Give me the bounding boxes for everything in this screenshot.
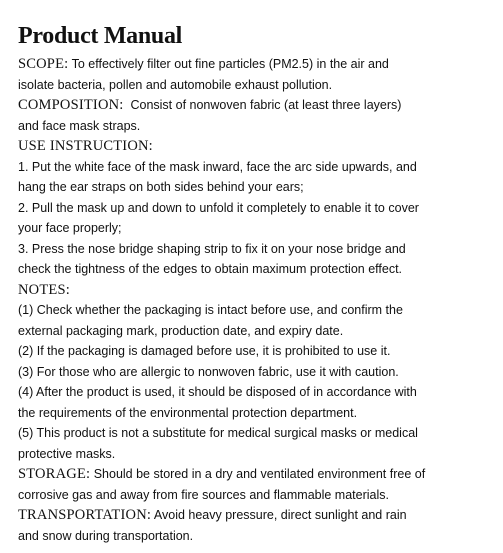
composition-section: [18, 95, 496, 136]
note-5-line-1: (5) This product is not a substitute for medical surgical masks or medical: [18, 426, 418, 440]
notes-section: [18, 280, 496, 465]
storage-section: [18, 464, 496, 505]
transportation-heading: TRANSPORTATION:: [18, 507, 152, 523]
note-1-line-1: (1) Check whether the packaging is intact before use, and confirm the: [18, 303, 403, 317]
transportation-section: [18, 505, 496, 546]
note-4-line-1: (4) After the product is used, it should be disposed of in accordance with: [18, 385, 417, 399]
composition-text-1: Consist of nonwoven fabric (at least three layers): [123, 98, 402, 112]
composition-line-1: [18, 95, 496, 116]
transportation-line-1: [18, 505, 496, 526]
document-title: Product Manual: [18, 23, 183, 49]
instruction-step-3-line-2: check the tightness of the edges to obtain maximum protection effect.: [18, 262, 403, 276]
instruction-step-3-line-1: 3. Press the nose bridge shaping strip to fix it on your nose bridge and: [18, 241, 406, 256]
instruction-step-2-line-1: 2. Pull the mask up and down to unfold it completely to enable it to cover: [18, 200, 419, 215]
storage-line-1: [18, 464, 496, 485]
note-1-line-2: external packaging mark, production date, and expiry date.: [18, 323, 344, 338]
transportation-text-1: Avoid heavy pressure, direct sunlight and rain: [151, 508, 407, 522]
scope-line-1: [18, 54, 496, 75]
use-instruction-heading: USE INSTRUCTION:: [18, 138, 153, 154]
note-5-line-2: protective masks.: [18, 446, 116, 461]
scope-text-2: isolate bacteria, pollen and automobile exhaust pollution.: [18, 77, 333, 92]
composition-text-2: and face mask straps.: [18, 118, 141, 133]
note-2-line-1: (2) If the packaging is damaged before use, it is prohibited to use it.: [18, 344, 391, 358]
instruction-step-2-line-2: your face properly;: [18, 221, 122, 235]
transportation-text-2: and snow during transportation.: [18, 528, 194, 543]
composition-heading: COMPOSITION:: [18, 97, 124, 113]
scope-section: [18, 54, 496, 95]
storage-heading: STORAGE:: [18, 466, 91, 482]
instruction-step-1-line-2: hang the ear straps on both sides behind your ears;: [18, 180, 304, 194]
storage-text-1: Should be stored in a dry and ventilated environment free of: [90, 467, 426, 481]
instruction-step-1-line-1: 1. Put the white face of the mask inward, face the arc side upwards, and: [18, 159, 417, 174]
notes-heading: NOTES:: [18, 281, 70, 298]
storage-text-2: corrosive gas and away from fire sources and flammable materials.: [18, 487, 389, 502]
note-3-line-1: (3) For those who are allergic to nonwoven fabric, use it with caution.: [18, 364, 399, 379]
use-instruction-section: [18, 136, 496, 280]
manual-body: [18, 54, 496, 546]
scope-text-1: To effectively filter out fine particles (PM2.5) in the air and: [68, 57, 389, 71]
scope-heading: SCOPE:: [18, 56, 69, 72]
note-4-line-2: the requirements of the environmental protection department.: [18, 405, 358, 420]
